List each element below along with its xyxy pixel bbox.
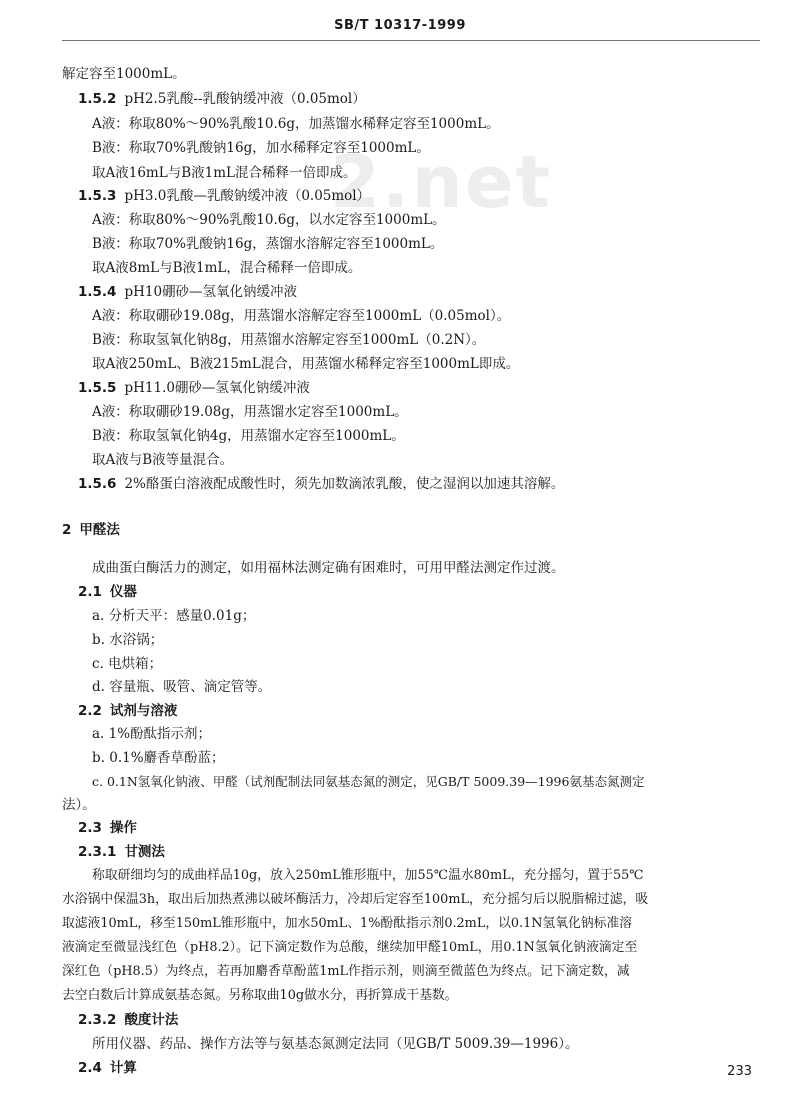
line-text: B液：称取氢氧化钠4g，用蒸馏水定容至1000mL。: [92, 428, 405, 444]
clause-heading: [78, 1058, 137, 1078]
line-text: 取A液8mL与B液1mL，混合稀释一倍即成。: [92, 260, 362, 276]
list-item: [92, 606, 255, 626]
line-text: B液：称取氢氧化钠8g，用蒸馏水溶解定容至1000mL（0.2N）。: [92, 332, 486, 348]
text-line: [92, 138, 430, 158]
line-text: 水浴锅中保温3h，取出后加热煮沸以破坏酶活力，冷却后定容至100mL，充分摇匀后以脱脂棉过滤，吸: [62, 892, 649, 907]
text-line: [92, 306, 510, 326]
clause-title: 试剂与溶液: [109, 703, 178, 719]
standard-code-header: SB/T 10317-1999: [334, 18, 466, 33]
clause-title: pH11.0硼砂—氢氧化钠缓冲液: [124, 380, 310, 396]
clause-title: pH3.0乳酸—乳酸钠缓冲液（0.05mol）: [124, 188, 371, 204]
clause-title: 仪器: [109, 584, 137, 600]
clause-title: pH2.5乳酸--乳酸钠缓冲液（0.05mol）: [124, 91, 366, 107]
line-text: 取滤液10mL，移至150mL锥形瓶中，加水50mL、1%酚酞指示剂0.2mL，以0.1N氢氧化钠标准溶: [62, 916, 633, 931]
line-text: a. 分析天平：感量0.01g；: [92, 608, 256, 624]
clause-heading: [78, 818, 137, 838]
line-text: 深红色（pH8.5）为终点，若再加麝香草酚蓝1mL作指示剂，则滴至微蓝色为终点。记下滴定数，减: [62, 964, 630, 979]
paragraph-line: [62, 890, 648, 910]
line-text: 所用仪器、药品、操作方法等与氨基态氮测定法同（见GB/T 5009.39—1996）。: [92, 1036, 579, 1052]
line-text: A液：称取硼砂19.08g，用蒸馏水溶解定容至1000mL（0.05mol）。: [92, 308, 511, 324]
clause-heading: [78, 474, 564, 494]
clause-number: 2.3.2: [78, 1012, 117, 1028]
line-text: 取A液16mL与B液1mL混合稀释一倍即成。: [92, 165, 357, 181]
text-line: [92, 114, 500, 134]
line-text: c. 0.1N氢氧化钠液、甲醛（试剂配制法同氨基态氮的测定，见GB/T 5009.39—1996氨基态氮测定: [92, 774, 645, 789]
text-line: [92, 210, 446, 230]
header-rule: [62, 40, 760, 41]
section-heading: [62, 520, 120, 540]
clause-title: pH10硼砂—氢氧化钠缓冲液: [124, 284, 298, 300]
clause-number: 2.3.1: [78, 844, 117, 860]
text-line: [92, 234, 443, 254]
clause-heading: [78, 378, 310, 398]
clause-heading: [78, 186, 370, 206]
clause-number: 1.5.5: [78, 380, 117, 396]
list-item: [92, 654, 162, 674]
clause-number: 2.4: [78, 1060, 102, 1076]
line-text: b. 0.1%麝香草酚蓝；: [92, 750, 225, 766]
clause-number: 1.5.6: [78, 476, 117, 492]
paragraph-line: [62, 914, 632, 934]
text-line: [92, 450, 233, 470]
line-text: 液滴定至微显浅红色（pH8.2）。记下滴定数作为总酸，继续加甲醛10mL，用0.1N氢氧化钠液滴定至: [62, 940, 638, 955]
line-text: A液：称取硼砂19.08g，用蒸馏水定容至1000mL。: [92, 404, 408, 420]
text-line: [62, 64, 186, 84]
clause-heading: [78, 89, 366, 109]
page-number: 233: [727, 1064, 752, 1079]
text-line: [92, 402, 408, 422]
list-item: [92, 677, 271, 697]
line-text: a. 1%酚酞指示剂；: [92, 726, 212, 742]
clause-number: 1.5.2: [78, 91, 117, 107]
line-text: 称取研细均匀的成曲样品10g，放入250mL锥形瓶中，加55℃温水80mL，充分摇匀，置于55℃: [92, 868, 644, 883]
paragraph-line: [62, 986, 458, 1006]
clause-title: 甘测法: [124, 844, 165, 860]
list-item: [92, 630, 163, 650]
text-line: [92, 426, 405, 446]
line-text: c. 电烘箱；: [92, 656, 163, 672]
line-text: B液：称取70%乳酸钠16g，加水稀释定容至1000mL。: [92, 140, 430, 156]
clause-title: 酸度计法: [124, 1012, 179, 1028]
clause-number: 2.1: [78, 584, 102, 600]
line-text: 成曲蛋白酶活力的测定，如用福林法测定确有困难时，可用甲醛法测定作过渡。: [92, 560, 565, 576]
list-item: [92, 772, 644, 792]
paragraph-line: [62, 938, 637, 958]
clause-heading: [78, 701, 177, 721]
clause-heading: [78, 1010, 178, 1030]
line-text: B液：称取70%乳酸钠16g，蒸馏水溶解定容至1000mL。: [92, 236, 444, 252]
clause-text: 2%酪蛋白溶液配成酸性时，须先加数滴浓乳酸，使之湿润以加速其溶解。: [124, 476, 565, 492]
line-text: A液：称取80%～90%乳酸10.6g，加蒸馏水稀释定容至1000mL。: [92, 116, 500, 132]
line-text: 解定容至1000mL。: [62, 66, 186, 82]
line-text: d. 容量瓶、吸管、滴定管等。: [92, 679, 272, 695]
watermark: 2.net: [330, 140, 552, 224]
paragraph-line: [62, 962, 630, 982]
text-line: [92, 163, 356, 183]
line-text: A液：称取80%～90%乳酸10.6g，以水定容至1000mL。: [92, 212, 446, 228]
clause-heading: [78, 842, 165, 862]
clause-number: 2.3: [78, 820, 102, 836]
list-item: [92, 724, 211, 744]
line-text: b. 水浴锅；: [92, 632, 164, 648]
text-line: [62, 795, 96, 815]
list-item: [92, 748, 225, 768]
text-line: [92, 558, 565, 578]
line-text: 取A液与B液等量混合。: [92, 452, 234, 468]
text-line: [92, 354, 519, 374]
clause-title: 操作: [109, 820, 137, 836]
section-title: 甲醛法: [79, 522, 120, 538]
clause-number: 1.5.4: [78, 284, 117, 300]
line-text: 取A液250mL、B液215mL混合，用蒸馏水稀释定容至1000mL即成。: [92, 356, 520, 372]
line-text: 去空白数后计算成氨基态氮。另称取曲10g做水分，再折算成干基数。: [62, 988, 458, 1003]
clause-heading: [78, 282, 297, 302]
text-line: [92, 330, 485, 350]
clause-title: 计算: [109, 1060, 137, 1076]
clause-number: 2.2: [78, 703, 102, 719]
paragraph-line: [92, 866, 644, 886]
section-number: 2: [62, 522, 72, 538]
line-text: 法）。: [62, 797, 96, 813]
text-line: [92, 1034, 578, 1054]
clause-number: 1.5.3: [78, 188, 117, 204]
text-line: [92, 258, 361, 278]
clause-heading: [78, 582, 137, 602]
